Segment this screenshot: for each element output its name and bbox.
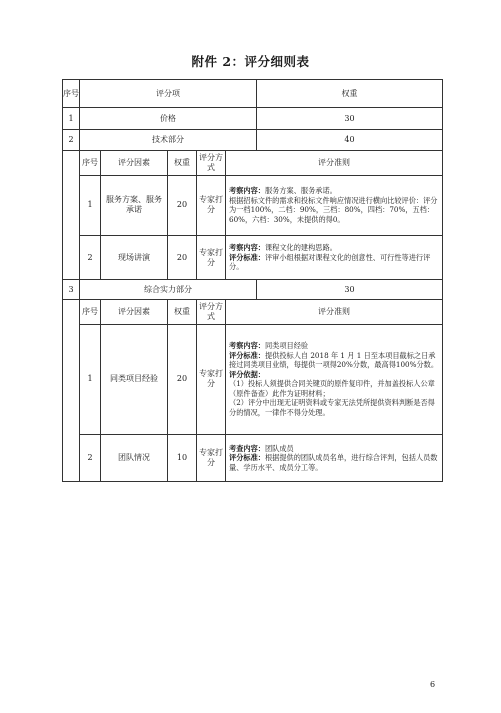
item-method: 专家打分	[197, 324, 226, 434]
sub-header-factor: 评分因素	[101, 151, 168, 175]
row-weight: 40	[257, 130, 443, 151]
header-no: 序号	[63, 80, 80, 108]
item-no: 1	[80, 324, 101, 434]
strength-subtable-row	[63, 300, 443, 482]
list-item	[80, 175, 442, 235]
sub-header-criteria: 评分准则	[226, 151, 443, 175]
scoring-table	[62, 79, 443, 482]
criteria-text: 服务方案、服务承诺。	[264, 186, 337, 196]
item-factor: 现场讲演	[101, 236, 168, 279]
criteria-text: 同类项目经验	[264, 341, 309, 350]
item-weight: 20	[168, 324, 197, 434]
criteria-text: 提供投标人自 2018 年 1 月 1 日至本项目截标之日承接过同类项目业绩，每提供一项得20%分数，最高得100%分数。	[229, 350, 439, 369]
criteria-text: 根据招标文件的需求和投标文件响应情况进行横向比较评价：评分为一档100%，二档：90%，三档：80%，四档：70%，五档：60%，六档：30%，未提供的得0。	[229, 195, 438, 224]
criteria-label: 考察内容：	[229, 243, 265, 253]
criteria-text: （1）投标人须提供合同关键页的原件复印件，并加盖投标人公章（原件备查）此作为证明材料；	[229, 379, 435, 398]
item-weight: 20	[168, 175, 197, 235]
sub-header-method: 评分方式	[197, 151, 226, 175]
item-method: 专家打分	[197, 236, 226, 279]
criteria-text: （2）评分中出现无证明资料或专家无法凭所提供资料判断是否得分的情况，一律作不得分处理。	[229, 398, 435, 417]
item-method: 专家打分	[197, 434, 226, 481]
criteria-label: 评分标准：	[229, 453, 265, 462]
item-no: 2	[80, 434, 101, 481]
criteria-label: 评分依据：	[229, 369, 265, 379]
row-item: 综合实力部分	[80, 280, 257, 300]
sub-header-factor: 评分因素	[101, 300, 168, 324]
sub-header-method: 评分方式	[197, 300, 226, 324]
criteria-label: 考察内容：	[229, 341, 265, 350]
item-no: 1	[80, 175, 101, 235]
tech-subtable	[80, 151, 442, 279]
criteria-text: 根据提供的团队成员名单，进行综合评判，包括人员数量、学历水平、成员分工等。	[229, 453, 438, 472]
tech-subtable-row	[63, 151, 443, 280]
sub-header-weight: 权重	[168, 151, 197, 175]
page-title: 附件 2：评分细则表	[191, 54, 310, 69]
row-weight: 30	[257, 280, 443, 300]
item-weight: 20	[168, 236, 197, 279]
sub-header-no: 序号	[80, 151, 101, 175]
criteria-text: 评审小组根据对课程文化的创意性、可行性等进行评分。	[229, 252, 431, 272]
item-weight: 10	[168, 434, 197, 481]
sub-header-weight: 权重	[168, 300, 197, 324]
item-factor: 团队情况	[101, 434, 168, 481]
item-method: 专家打分	[197, 175, 226, 235]
item-criteria	[226, 236, 443, 279]
row-weight: 30	[257, 108, 443, 130]
item-criteria	[226, 175, 443, 235]
list-item	[80, 236, 442, 279]
criteria-text: 课程文化的建构思路。	[264, 243, 337, 253]
item-criteria	[226, 324, 443, 434]
row-no: 3	[63, 280, 80, 300]
item-criteria	[226, 434, 443, 481]
list-item	[80, 324, 442, 434]
table-header-row	[63, 80, 443, 108]
page-number: 6	[430, 680, 436, 689]
criteria-label: 考察内容：	[229, 186, 265, 196]
row-no: 1	[63, 108, 80, 130]
row-item: 价格	[80, 108, 257, 130]
sub-header-no: 序号	[80, 300, 101, 324]
table-row	[63, 280, 443, 300]
table-row	[63, 108, 443, 130]
item-no: 2	[80, 236, 101, 279]
item-factor: 服务方案、服务承诺	[101, 175, 168, 235]
table-row	[63, 130, 443, 151]
strength-subtable	[80, 300, 442, 481]
criteria-label: 评分标准：	[229, 350, 265, 360]
row-item: 技术部分	[80, 130, 257, 151]
criteria-label: 评分标准：	[229, 252, 265, 262]
item-factor: 同类项目经验	[101, 324, 168, 434]
criteria-label: 考查内容：	[229, 443, 265, 453]
header-weight: 权重	[257, 80, 443, 108]
sub-header-criteria: 评分准则	[226, 300, 443, 324]
header-item: 评分项	[80, 80, 257, 108]
row-no: 2	[63, 130, 80, 151]
list-item	[80, 434, 442, 481]
criteria-text: 团队成员	[264, 443, 294, 453]
